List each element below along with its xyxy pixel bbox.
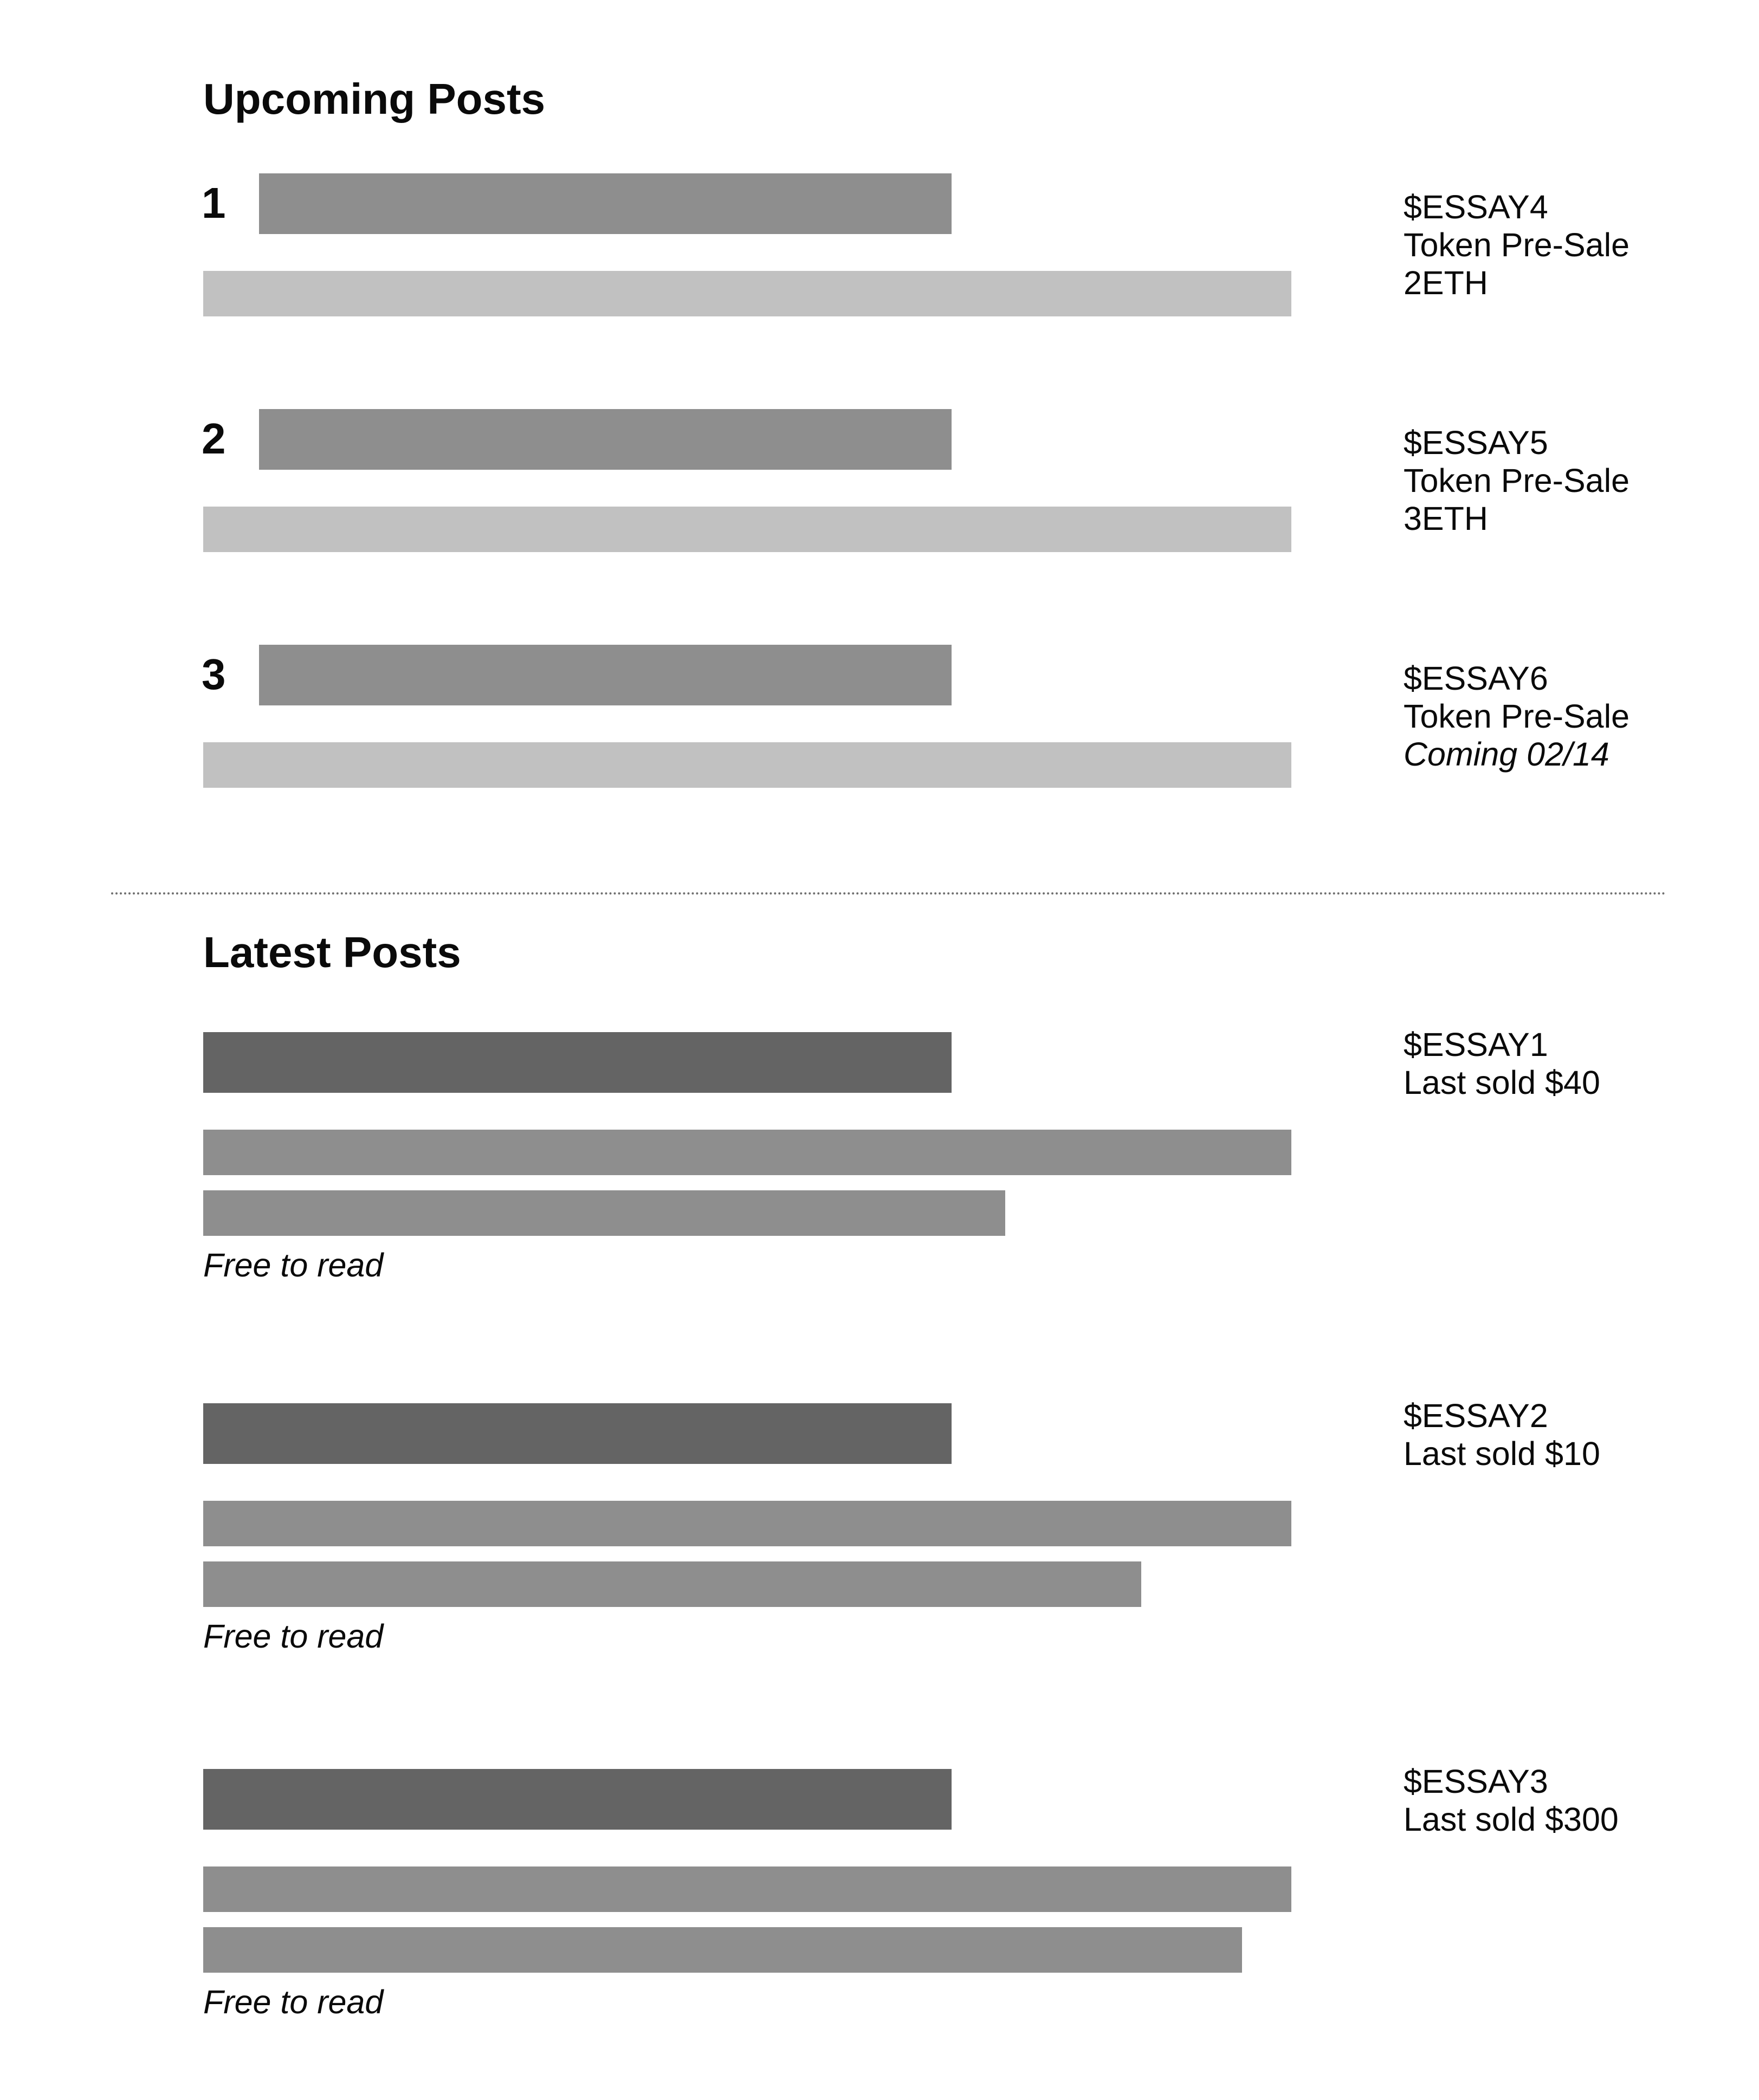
token-price: 2ETH	[1404, 264, 1488, 301]
post-number: 3	[202, 650, 226, 698]
post-token-info	[1404, 1026, 1600, 1101]
token-label: Token Pre-Sale	[1404, 462, 1630, 499]
post-token-info	[1404, 659, 1629, 773]
post-title-placeholder[interactable]	[259, 645, 952, 705]
post-number: 1	[202, 179, 226, 227]
post-token-info	[1404, 424, 1629, 537]
post-access-label: Free to read	[203, 1618, 384, 1655]
post-access-label: Free to read	[203, 1247, 384, 1284]
post-subtitle-placeholder	[203, 742, 1291, 788]
token-release-date: Coming 02/14	[1404, 736, 1609, 773]
post-excerpt-line	[203, 1130, 1291, 1175]
token-ticker: $ESSAY4	[1404, 189, 1548, 225]
post-title-placeholder[interactable]	[259, 409, 952, 470]
token-last-sold: Last sold $10	[1404, 1435, 1600, 1472]
token-ticker: $ESSAY2	[1404, 1397, 1548, 1434]
post-access-label: Free to read	[203, 1984, 384, 2020]
post-title-placeholder[interactable]	[203, 1769, 952, 1830]
post-token-info	[1404, 1762, 1619, 1838]
post-excerpt-line	[203, 1866, 1291, 1912]
latest-posts-heading: Latest Posts	[203, 928, 461, 976]
post-title-placeholder[interactable]	[203, 1032, 952, 1093]
token-last-sold: Last sold $40	[1404, 1064, 1600, 1101]
token-label: Token Pre-Sale	[1404, 226, 1630, 263]
token-ticker: $ESSAY1	[1404, 1026, 1548, 1063]
token-price: 3ETH	[1404, 500, 1488, 537]
post-subtitle-placeholder	[203, 271, 1291, 316]
token-last-sold: Last sold $300	[1404, 1801, 1619, 1838]
post-token-info	[1404, 188, 1629, 302]
token-label: Token Pre-Sale	[1404, 698, 1630, 735]
post-token-info	[1404, 1397, 1600, 1473]
post-subtitle-placeholder	[203, 507, 1291, 552]
post-excerpt-line	[203, 1927, 1242, 1973]
token-ticker: $ESSAY5	[1404, 424, 1548, 461]
post-title-placeholder[interactable]	[259, 173, 952, 234]
upcoming-posts-heading: Upcoming Posts	[203, 75, 546, 123]
token-ticker: $ESSAY3	[1404, 1763, 1548, 1800]
post-excerpt-line	[203, 1190, 1005, 1236]
token-ticker: $ESSAY6	[1404, 660, 1548, 697]
post-number: 2	[202, 414, 226, 463]
post-excerpt-line	[203, 1561, 1141, 1607]
post-excerpt-line	[203, 1501, 1291, 1546]
post-title-placeholder[interactable]	[203, 1403, 952, 1464]
section-divider	[111, 892, 1666, 895]
